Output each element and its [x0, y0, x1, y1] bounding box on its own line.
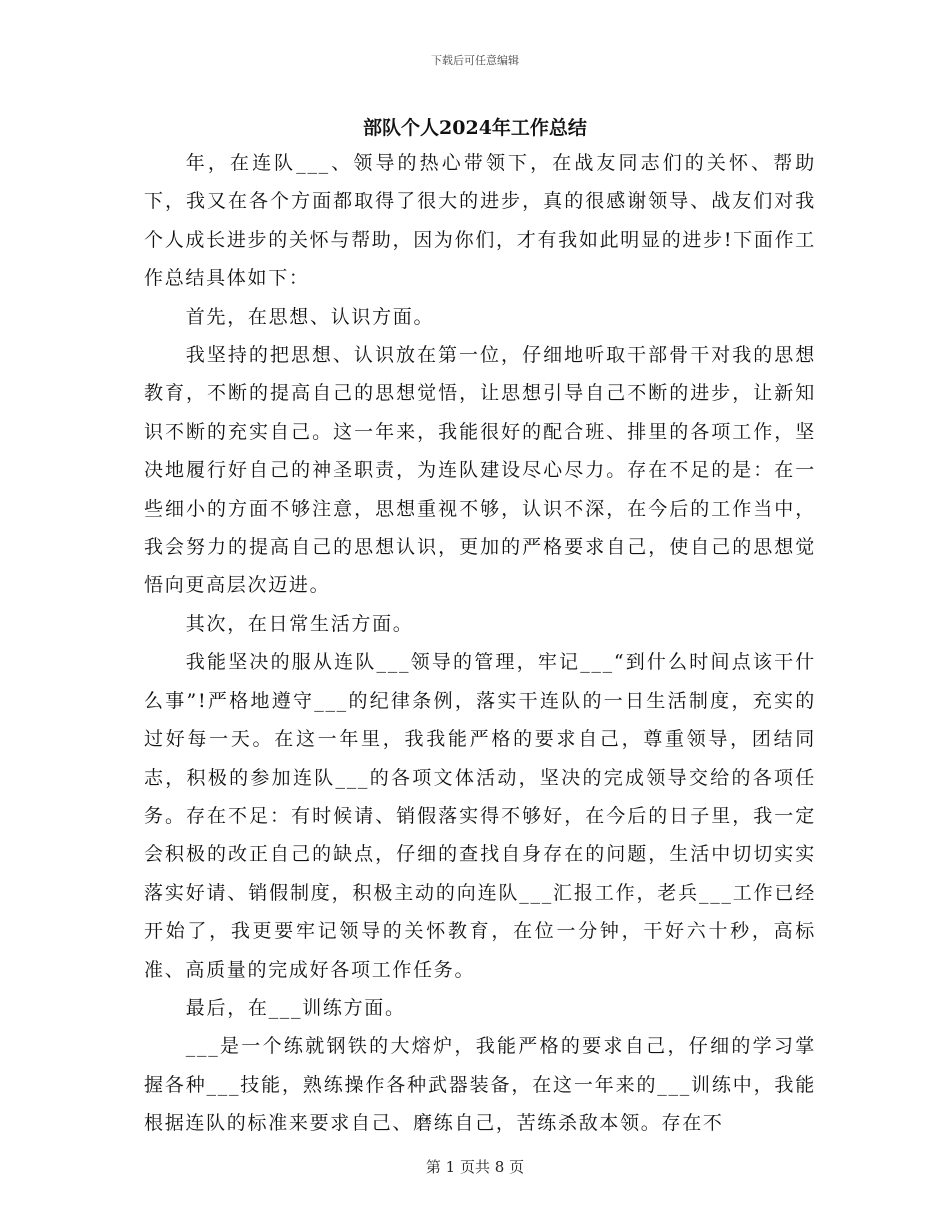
document-title: 部队个人2024年工作总结 — [363, 117, 587, 139]
document-body — [144, 144, 816, 1143]
paragraph-heading-daily-life: 其次，在日常生活方面。 — [185, 612, 414, 635]
paragraph-daily-life: 我能坚决的服从连队___领导的管理，牢记___“到什么时间点该干什么事”!严格地遵守___的纪律条例，落实干连队的一日生活制度，充实的过好每一天。在这一年里，我我能严格的要求自己，尊重领导，团结同志，积极的参加连队___的各项文体活动，坚决的完成领导交给的各项任务。存在不足：有时候请、销假落实得不够好，在今后的日子里，我一定会积极的改正自己的缺点，仔细的查找自身存在的问题，生活中切切实实落实好请、销假制度，积极主动的向连队___汇报工作，老兵___工作已经开始了，我更要牢记领导的关怀教育，在位一分钟，干好六十秒，高标准、高质量的完成好各项工作任务。 — [144, 651, 816, 981]
paragraph-heading-training: 最后，在___训练方面。 — [185, 996, 406, 1019]
paragraph-training: ___是一个练就钢铁的大熔炉，我能严格的要求自己，仔细的学习掌握各种___技能，熟练操作各种武器装备，在这一年来的___训练中，我能根据连队的标准来要求自己、磨练自己，苦练杀敌本领。存在不 — [144, 1035, 816, 1135]
paragraph-intro: 年，在连队___、领导的热心带领下，在战友同志们的关怀、帮助下，我又在各个方面都取得了很大的进步，真的很感谢领导、战友们对我个人成长进步的关怀与帮助，因为你们，才有我如此明显的进步!下面作工作总结具体如下： — [144, 152, 816, 290]
paragraph-ideology: 我坚持的把思想、认识放在第一位，仔细地听取干部骨干对我的思想教育，不断的提高自己的思想觉悟，让思想引导自己不断的进步，让新知识不断的充实自己。这一年来，我能很好的配合班、排里的各项工作，坚决地履行好自己的神圣职责，为连队建设尽心尽力。存在不足的是：在一些细小的方面不够注意，思想重视不够，认识不深，在今后的工作当中，我会努力的提高自己的思想认识，更加的严格要求自己，使自己的思想觉悟向更高层次迈进。 — [144, 344, 816, 597]
page-header-note: 下载后可任意编辑 — [431, 54, 519, 67]
page-number-footer: 第 1 页共 8 页 — [425, 1158, 525, 1176]
paragraph-heading-ideology: 首先，在思想、认识方面。 — [185, 305, 435, 328]
